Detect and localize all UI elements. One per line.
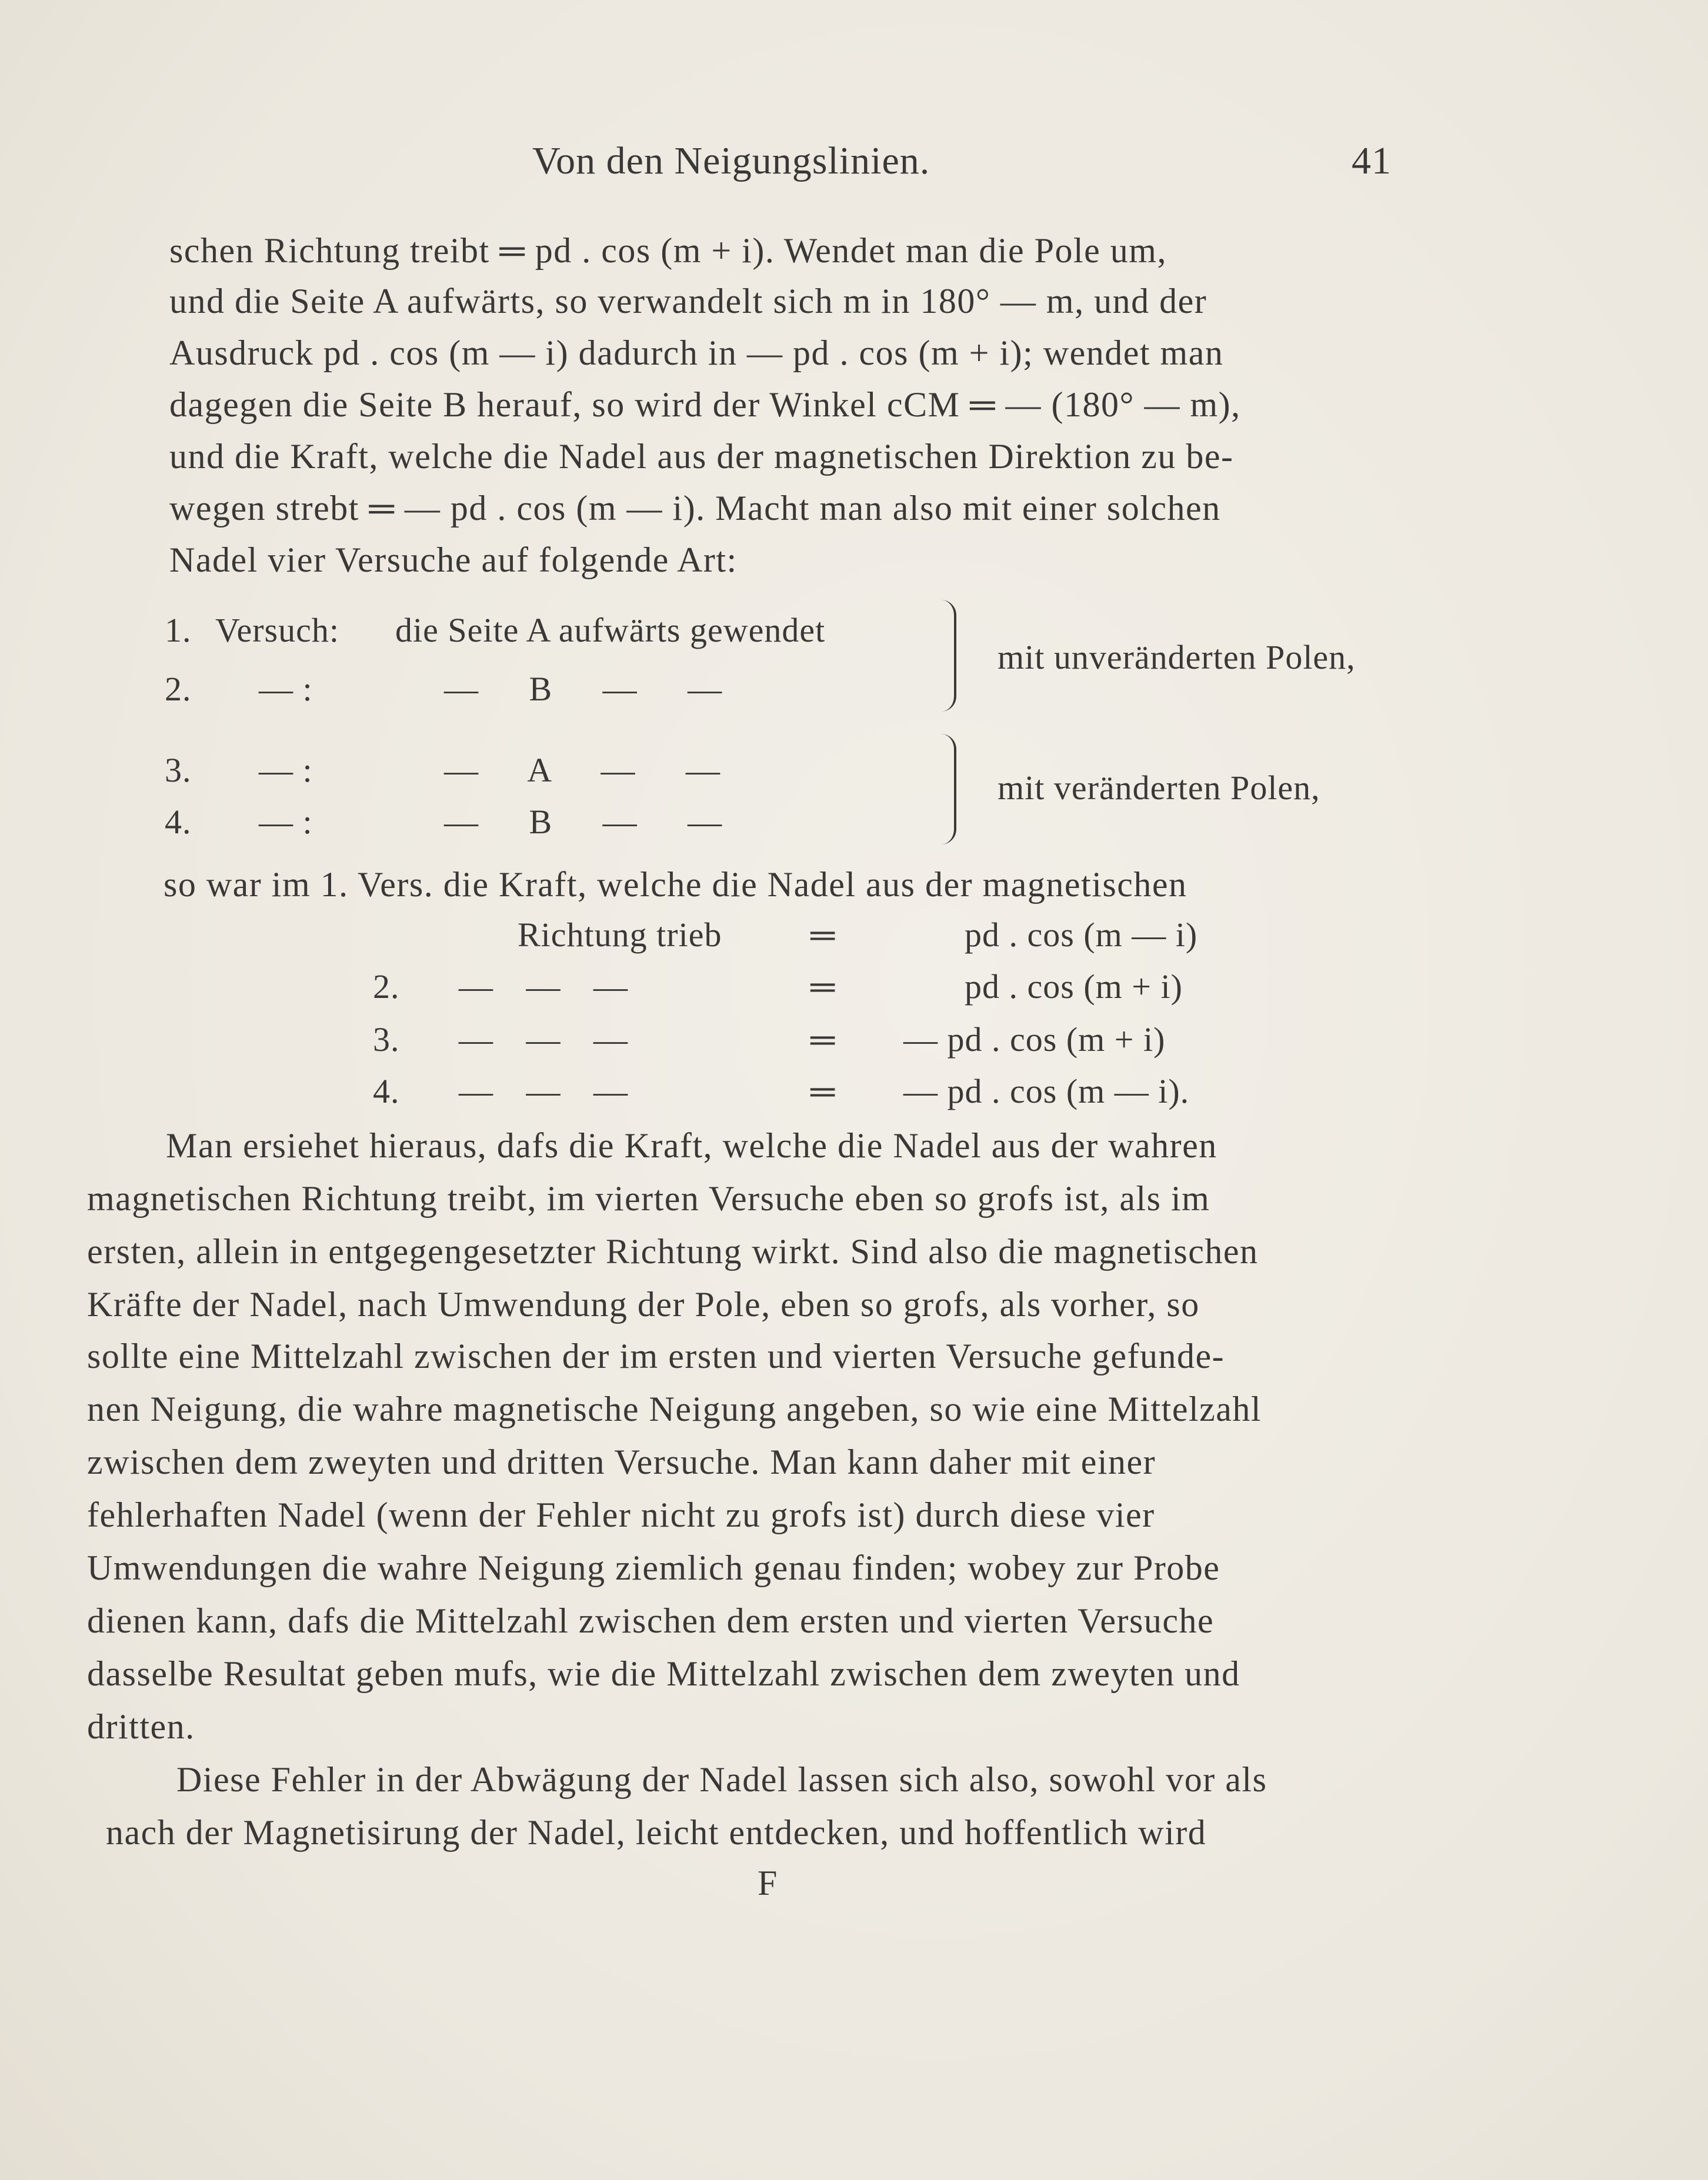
results-value: — pd . cos (m + i)	[903, 1020, 1166, 1059]
text-line: dagegen die Seite B herauf, so wird der Winkel cCM ═ — (180° — m),	[169, 385, 1241, 424]
experiment-label: — :	[259, 803, 313, 841]
text-line: wegen strebt ═ — pd . cos (m — i). Macht man also mit einer solchen	[169, 489, 1221, 528]
experiment-text: die Seite A aufwärts gewendet	[395, 611, 826, 649]
text-line: magnetischen Richtung treibt, im vierten Versuche eben so grofs ist, als im	[87, 1179, 1210, 1218]
experiment-label: — :	[259, 670, 313, 708]
results-dashes: — — —	[459, 1072, 628, 1110]
results-dashes: — — —	[459, 1020, 628, 1059]
text-line: Diese Fehler in der Abwägung der Nadel lassen sich also, sowohl vor als	[176, 1760, 1267, 1799]
experiment-text: — A — —	[444, 751, 720, 789]
results-num: 3.	[373, 1020, 400, 1059]
text-line: sollte eine Mittelzahl zwischen der im ersten und vierten Versuche gefunde-	[87, 1337, 1225, 1376]
results-num: 4.	[373, 1072, 400, 1110]
text-line: fehlerhaften Nadel (wenn der Fehler nicht zu grofs ist) durch diese vier	[87, 1495, 1155, 1534]
text-line: schen Richtung treibt ═ pd . cos (m + i). Wendet man die Pole um,	[169, 231, 1167, 270]
text-line: nen Neigung, die wahre magnetische Neigung angeben, so wie eine Mittelzahl	[87, 1390, 1262, 1428]
results-eq: ═	[810, 1072, 836, 1110]
text-line: ersten, allein in entgegengesetzter Richtung wirkt. Sind also die magnetischen	[87, 1232, 1259, 1271]
running-title: Von den Neigungslinien.	[532, 139, 930, 182]
results-intro: so war im 1. Vers. die Kraft, welche die Nadel aus der magnetischen	[164, 865, 1187, 904]
signature-mark: F	[758, 1864, 778, 1902]
experiment-label: — :	[259, 751, 313, 789]
experiment-text: — B — —	[444, 803, 723, 841]
results-value: — pd . cos (m — i).	[903, 1072, 1190, 1110]
results-num: 2.	[373, 967, 400, 1006]
results-value: pd . cos (m — i)	[965, 916, 1198, 954]
text-line: Man ersiehet hieraus, dafs die Kraft, welche die Nadel aus der wahren	[166, 1126, 1217, 1165]
text-line: dritten.	[87, 1707, 195, 1746]
text-line: Ausdruck pd . cos (m — i) dadurch in — pd . cos (m + i); wendet man	[169, 333, 1224, 372]
results-eq: ═	[810, 916, 836, 954]
text-line: und die Kraft, welche die Nadel aus der magnetischen Direktion zu be-	[169, 437, 1234, 476]
results-dashes: — — —	[459, 967, 628, 1006]
text-line: Nadel vier Versuche auf folgende Art:	[169, 540, 738, 579]
text-line: und die Seite A aufwärts, so verwandelt sich m in 180° — m, und der	[169, 282, 1207, 321]
experiment-text: — B — —	[444, 670, 723, 708]
text-line: zwischen dem zweyten und dritten Versuche. Man kann daher mit einer	[87, 1443, 1156, 1481]
experiment-num: 3.	[165, 751, 192, 789]
results-value: pd . cos (m + i)	[965, 967, 1183, 1006]
text-line: Kräfte der Nadel, nach Umwendung der Pole, eben so grofs, als vorher, so	[87, 1285, 1200, 1324]
text-line: Umwendungen die wahre Neigung ziemlich genau finden; wobey zur Probe	[87, 1548, 1220, 1587]
text-line: dasselbe Resultat geben mufs, wie die Mittelzahl zwischen dem zweyten und	[87, 1654, 1240, 1693]
brace-group-1	[941, 600, 956, 712]
text-line: nach der Magnetisirung der Nadel, leicht entdecken, und hoffentlich wird	[106, 1813, 1207, 1852]
experiment-label: Versuch:	[215, 611, 339, 649]
text-line: dienen kann, dafs die Mittelzahl zwischen dem ersten und vierten Versuche	[87, 1601, 1215, 1640]
brace-group-2	[941, 734, 956, 844]
experiment-num: 1.	[165, 611, 192, 649]
experiment-num: 2.	[165, 670, 192, 708]
results-eq: ═	[810, 967, 836, 1006]
results-label: Richtung trieb	[518, 916, 722, 954]
group1-note: mit unveränderten Polen,	[998, 638, 1356, 676]
page-number: 41	[1352, 139, 1392, 182]
group2-note: mit veränderten Polen,	[998, 769, 1320, 807]
experiment-num: 4.	[165, 803, 192, 841]
results-eq: ═	[810, 1020, 836, 1059]
